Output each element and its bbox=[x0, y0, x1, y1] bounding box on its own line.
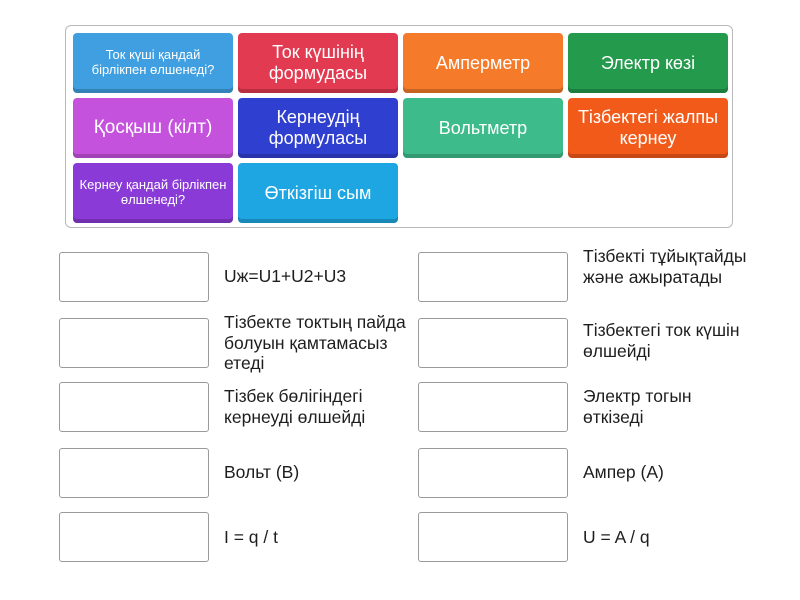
match-label: Электр тогын өткізеді bbox=[583, 386, 692, 427]
draggable-tile[interactable]: Тізбектегі жалпы кернеу bbox=[568, 98, 728, 158]
draggable-tile[interactable]: Амперметр bbox=[403, 33, 563, 93]
match-label: U = A / q bbox=[583, 527, 650, 547]
match-label: Ампер (А) bbox=[583, 462, 664, 482]
draggable-tile[interactable]: Вольтметр bbox=[403, 98, 563, 158]
match-label: Тізбекті тұйықтайды және ажыратады bbox=[583, 246, 747, 287]
drop-slot[interactable] bbox=[418, 382, 568, 432]
drop-slot[interactable] bbox=[418, 512, 568, 562]
drop-slot[interactable] bbox=[59, 512, 209, 562]
draggable-tile[interactable]: Қосқыш (кілт) bbox=[73, 98, 233, 158]
draggable-tile[interactable]: Электр көзі bbox=[568, 33, 728, 93]
match-label: Вольт (В) bbox=[224, 462, 300, 482]
draggable-tile[interactable]: Өткізгіш сым bbox=[238, 163, 398, 223]
match-label: Тізбек бөлігіндегі кернеуді өлшейді bbox=[224, 386, 366, 427]
match-label: I = q / t bbox=[224, 527, 278, 547]
drop-slot[interactable] bbox=[59, 318, 209, 368]
drop-slot[interactable] bbox=[418, 318, 568, 368]
drop-slot[interactable] bbox=[59, 382, 209, 432]
drop-slot[interactable] bbox=[59, 448, 209, 498]
answer-bank bbox=[65, 25, 733, 228]
match-label: Тізбектегі ток күшін өлшейді bbox=[583, 320, 740, 361]
draggable-tile[interactable]: Ток күшінің формудасы bbox=[238, 33, 398, 93]
draggable-tile[interactable]: Кернеудің формуласы bbox=[238, 98, 398, 158]
drop-slot[interactable] bbox=[418, 252, 568, 302]
match-label: Uж=U1+U2+U3 bbox=[224, 266, 347, 286]
draggable-tile[interactable]: Ток күші қандай бірлікпен өлшенеді? bbox=[73, 33, 233, 93]
match-label: Тізбекте токтың пайда болуын қамтамасыз етеді bbox=[224, 312, 406, 373]
drop-slot[interactable] bbox=[418, 448, 568, 498]
draggable-tile[interactable]: Кернеу қандай бірлікпен өлшенеді? bbox=[73, 163, 233, 223]
drop-slot[interactable] bbox=[59, 252, 209, 302]
